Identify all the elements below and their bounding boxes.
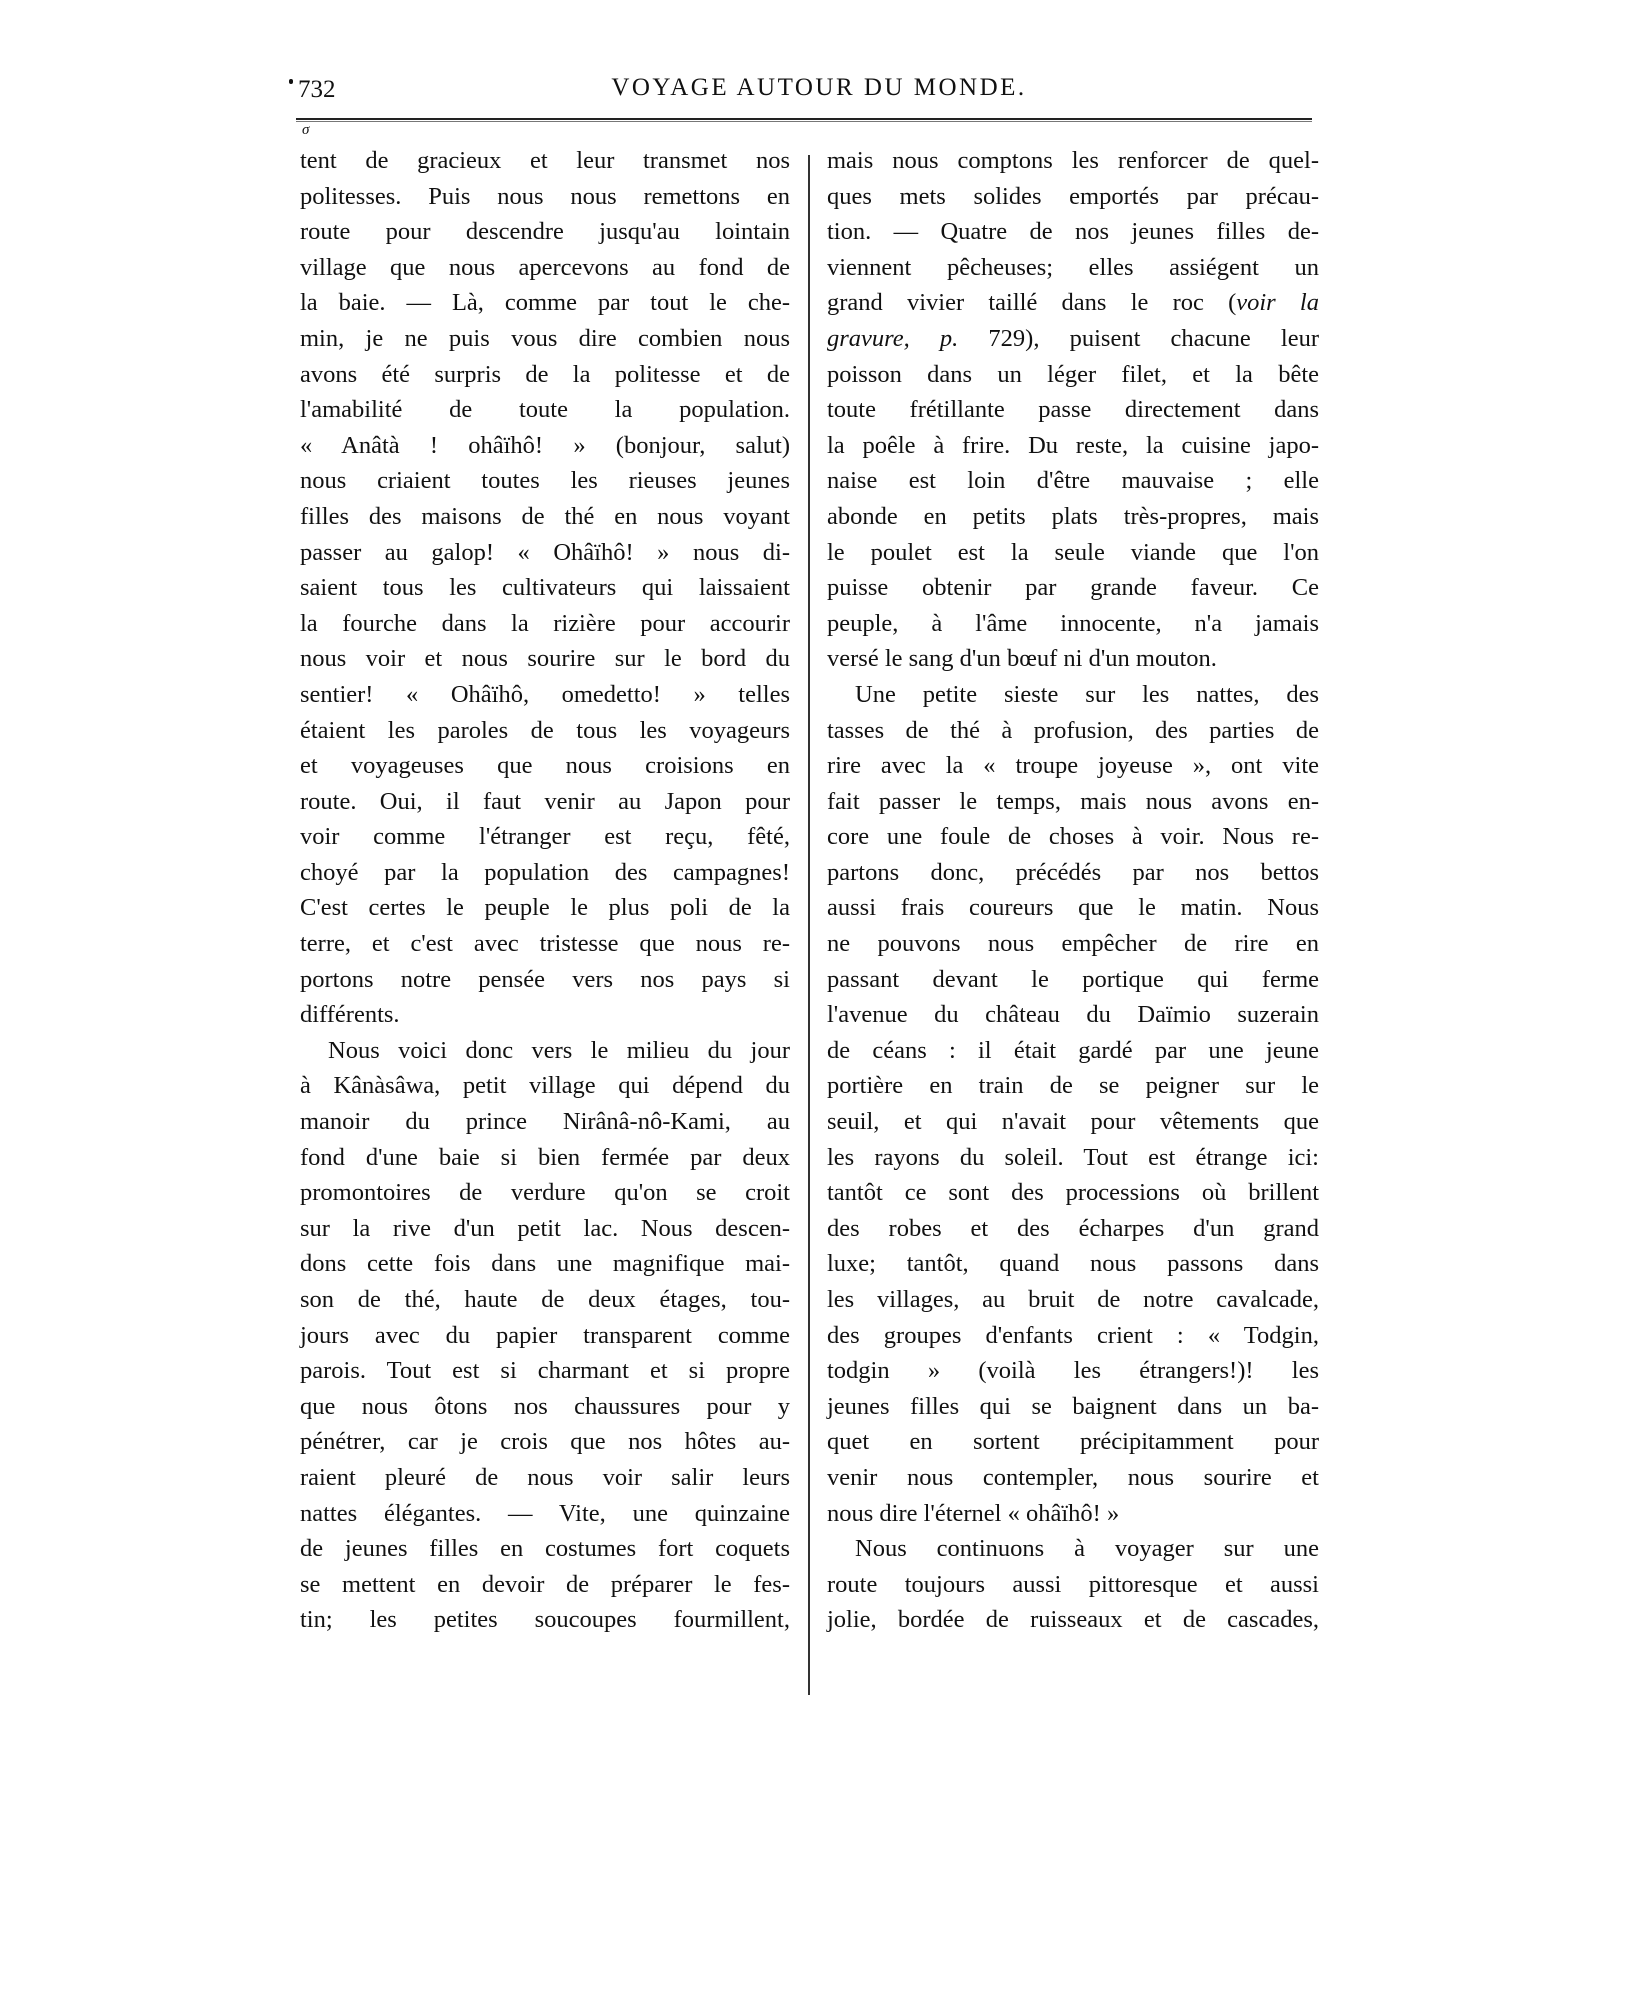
text-line: passer au galop! « Ohâïhô! » nous di- bbox=[300, 538, 790, 566]
left-column bbox=[300, 143, 790, 1638]
text-line: choyé par la population des campagnes! bbox=[300, 858, 790, 886]
text-line: son de thé, haute de deux étages, tou- bbox=[300, 1286, 790, 1313]
text-line bbox=[827, 285, 1319, 321]
text-line: fond d'une baie si bien fermée par deux bbox=[300, 1143, 790, 1171]
text-line: nous voir et nous sourire sur le bord du bbox=[300, 645, 790, 673]
text-line: seuil, et qui n'avait pour vêtements que bbox=[827, 1108, 1319, 1136]
running-title: VOYAGE AUTOUR DU MONDE. bbox=[611, 74, 1027, 101]
text-line: voir comme l'étranger est reçu, fêté, bbox=[300, 823, 790, 851]
text-line: partons donc, précédés par nos bettos bbox=[827, 858, 1319, 886]
text-line: tion. — Quatre de nos jeunes filles de- bbox=[827, 218, 1319, 246]
text-line: se mettent en devoir de préparer le fes- bbox=[300, 1570, 790, 1598]
text-line: des robes et des écharpes d'un grand bbox=[827, 1214, 1319, 1242]
text-line: Une petite sieste sur les nattes, des bbox=[855, 680, 1319, 708]
text-line: nous dire l'éternel « ohâïhô! » bbox=[827, 1499, 1120, 1527]
text-line: min, je ne puis vous dire combien nous bbox=[300, 324, 790, 352]
text-line: tent de gracieux et leur transmet nos bbox=[300, 147, 790, 174]
text-line: portière en train de se peigner sur le bbox=[827, 1072, 1319, 1100]
text-line: l'avenue du château du Daïmio suzerain bbox=[827, 1001, 1319, 1029]
text-line: des groupes d'enfants crient : « Todgin, bbox=[827, 1321, 1319, 1349]
text-line: poisson dans un léger filet, et la bête bbox=[827, 360, 1319, 388]
text-line: les villages, au bruit de notre cavalcade, bbox=[827, 1286, 1319, 1313]
text-line: les rayons du soleil. Tout est étrange ici: bbox=[827, 1143, 1319, 1171]
right-column bbox=[827, 143, 1319, 1638]
text-line: que nous ôtons nos chaussures pour y bbox=[300, 1392, 790, 1420]
text-line: avons été surpris de la politesse et de bbox=[300, 360, 790, 388]
text-line: étaient les paroles de tous les voyageurs bbox=[300, 716, 790, 744]
text-line: route. Oui, il faut venir au Japon pour bbox=[300, 787, 790, 815]
text-line: abonde en petits plats très-propres, mais bbox=[827, 502, 1319, 530]
text-line: jeunes filles qui se baignent dans un ba- bbox=[827, 1392, 1319, 1420]
page-number: 732 bbox=[298, 76, 336, 103]
text-line: todgin » (voilà les étrangers!)! les bbox=[827, 1357, 1319, 1385]
text-line: aussi frais coureurs que le matin. Nous bbox=[827, 894, 1319, 922]
text-line: fait passer le temps, mais nous avons en- bbox=[827, 787, 1319, 815]
text-line: de jeunes filles en costumes fort coquets bbox=[300, 1535, 790, 1563]
text-line: dons cette fois dans une magnifique mai- bbox=[300, 1250, 790, 1278]
text-line: venir nous contempler, nous sourire et bbox=[827, 1463, 1319, 1491]
text-line: viennent pêcheuses; elles assiégent un bbox=[827, 253, 1319, 281]
text-line: sentier! « Ohâïhô, omedetto! » telles bbox=[300, 680, 790, 708]
text-line: la fourche dans la rizière pour accourir bbox=[300, 609, 790, 637]
text-line: différents. bbox=[300, 1001, 400, 1029]
header-rule bbox=[296, 118, 1312, 120]
text-line: manoir du prince Nirânâ-nô-Kami, au bbox=[300, 1108, 790, 1136]
text-line: tantôt ce sont des processions où brillent bbox=[827, 1179, 1319, 1207]
italic-segment: voir la bbox=[1236, 289, 1319, 317]
text-line: tin; les petites soucoupes fourmillent, bbox=[300, 1606, 790, 1634]
text-line: nous criaient toutes les rieuses jeunes bbox=[300, 467, 790, 495]
text-line: toute frétillante passe directement dans bbox=[827, 396, 1319, 424]
text-line: jours avec du papier transparent comme bbox=[300, 1321, 790, 1349]
text-line: de céans : il était gardé par une jeune bbox=[827, 1036, 1319, 1064]
text-line: naise est loin d'être mauvaise ; elle bbox=[827, 467, 1319, 495]
text-line: Nous voici donc vers le milieu du jour bbox=[328, 1036, 790, 1064]
text-segment: grand vivier taillé dans le roc ( bbox=[827, 289, 1237, 317]
text-line: politesses. Puis nous nous remettons en bbox=[300, 182, 790, 210]
text-line: « Anâtà ! ohâïhô! » (bonjour, salut) bbox=[300, 431, 790, 459]
text-line: route pour descendre jusqu'au lointain bbox=[300, 218, 790, 246]
text-line: ne pouvons nous empêcher de rire en bbox=[827, 930, 1319, 958]
text-line: et voyageuses que nous croisions en bbox=[300, 752, 790, 780]
text-line: luxe; tantôt, quand nous passons dans bbox=[827, 1250, 1319, 1278]
text-line: quet en sortent précipitamment pour bbox=[827, 1428, 1319, 1456]
text-line: à Kânàsâwa, petit village qui dépend du bbox=[300, 1072, 790, 1100]
text-line: promontoires de verdure qu'on se croit bbox=[300, 1179, 790, 1207]
text-line: versé le sang d'un bœuf ni d'un mouton. bbox=[827, 645, 1217, 673]
text-line: rire avec la « troupe joyeuse », ont vite bbox=[827, 752, 1319, 780]
text-line: jolie, bordée de ruisseaux et de cascades, bbox=[827, 1606, 1319, 1634]
text-line: pénétrer, car je crois que nos hôtes au- bbox=[300, 1428, 790, 1456]
text-line: saient tous les cultivateurs qui laissaient bbox=[300, 574, 790, 602]
text-line: puisse obtenir par grande faveur. Ce bbox=[827, 574, 1319, 602]
header-rule-shadow bbox=[296, 121, 1312, 122]
text-line: Nous continuons à voyager sur une bbox=[855, 1535, 1319, 1563]
text-line: passant devant le portique qui ferme bbox=[827, 965, 1319, 993]
text-line: ques mets solides emportés par précau- bbox=[827, 182, 1319, 210]
italic-segment: gravure, p. bbox=[827, 324, 959, 352]
text-segment: 729), puisent chacune leur bbox=[958, 324, 1319, 352]
text-line: portons notre pensée vers nos pays si bbox=[300, 965, 790, 993]
text-line: la poêle à frire. Du reste, la cuisine japo- bbox=[827, 431, 1319, 459]
text-line: terre, et c'est avec tristesse que nous re- bbox=[300, 930, 790, 958]
text-line: C'est certes le peuple le plus poli de la bbox=[300, 894, 790, 922]
text-line: peuple, à l'âme innocente, n'a jamais bbox=[827, 609, 1319, 637]
margin-mark: σ bbox=[302, 122, 310, 138]
text-line: core une foule de choses à voir. Nous re- bbox=[827, 823, 1319, 851]
text-line: raient pleuré de nous voir salir leurs bbox=[300, 1463, 790, 1491]
text-line: village que nous apercevons au fond de bbox=[300, 253, 790, 281]
text-line: l'amabilité de toute la population. bbox=[300, 396, 790, 424]
text-line: mais nous comptons les renforcer de quel- bbox=[827, 147, 1319, 174]
text-line: parois. Tout est si charmant et si propre bbox=[300, 1357, 790, 1385]
text-line: le poulet est la seule viande que l'on bbox=[827, 538, 1319, 566]
column-divider bbox=[808, 155, 810, 1695]
text-line: la baie. — Là, comme par tout le che- bbox=[300, 289, 790, 317]
text-line: tasses de thé à profusion, des parties de bbox=[827, 716, 1319, 744]
text-line: route toujours aussi pittoresque et aussi bbox=[827, 1570, 1319, 1598]
text-line: filles des maisons de thé en nous voyant bbox=[300, 502, 790, 530]
text-line: sur la rive d'un petit lac. Nous descen- bbox=[300, 1214, 790, 1242]
text-line bbox=[827, 321, 1319, 357]
text-line: nattes élégantes. — Vite, une quinzaine bbox=[300, 1499, 790, 1527]
